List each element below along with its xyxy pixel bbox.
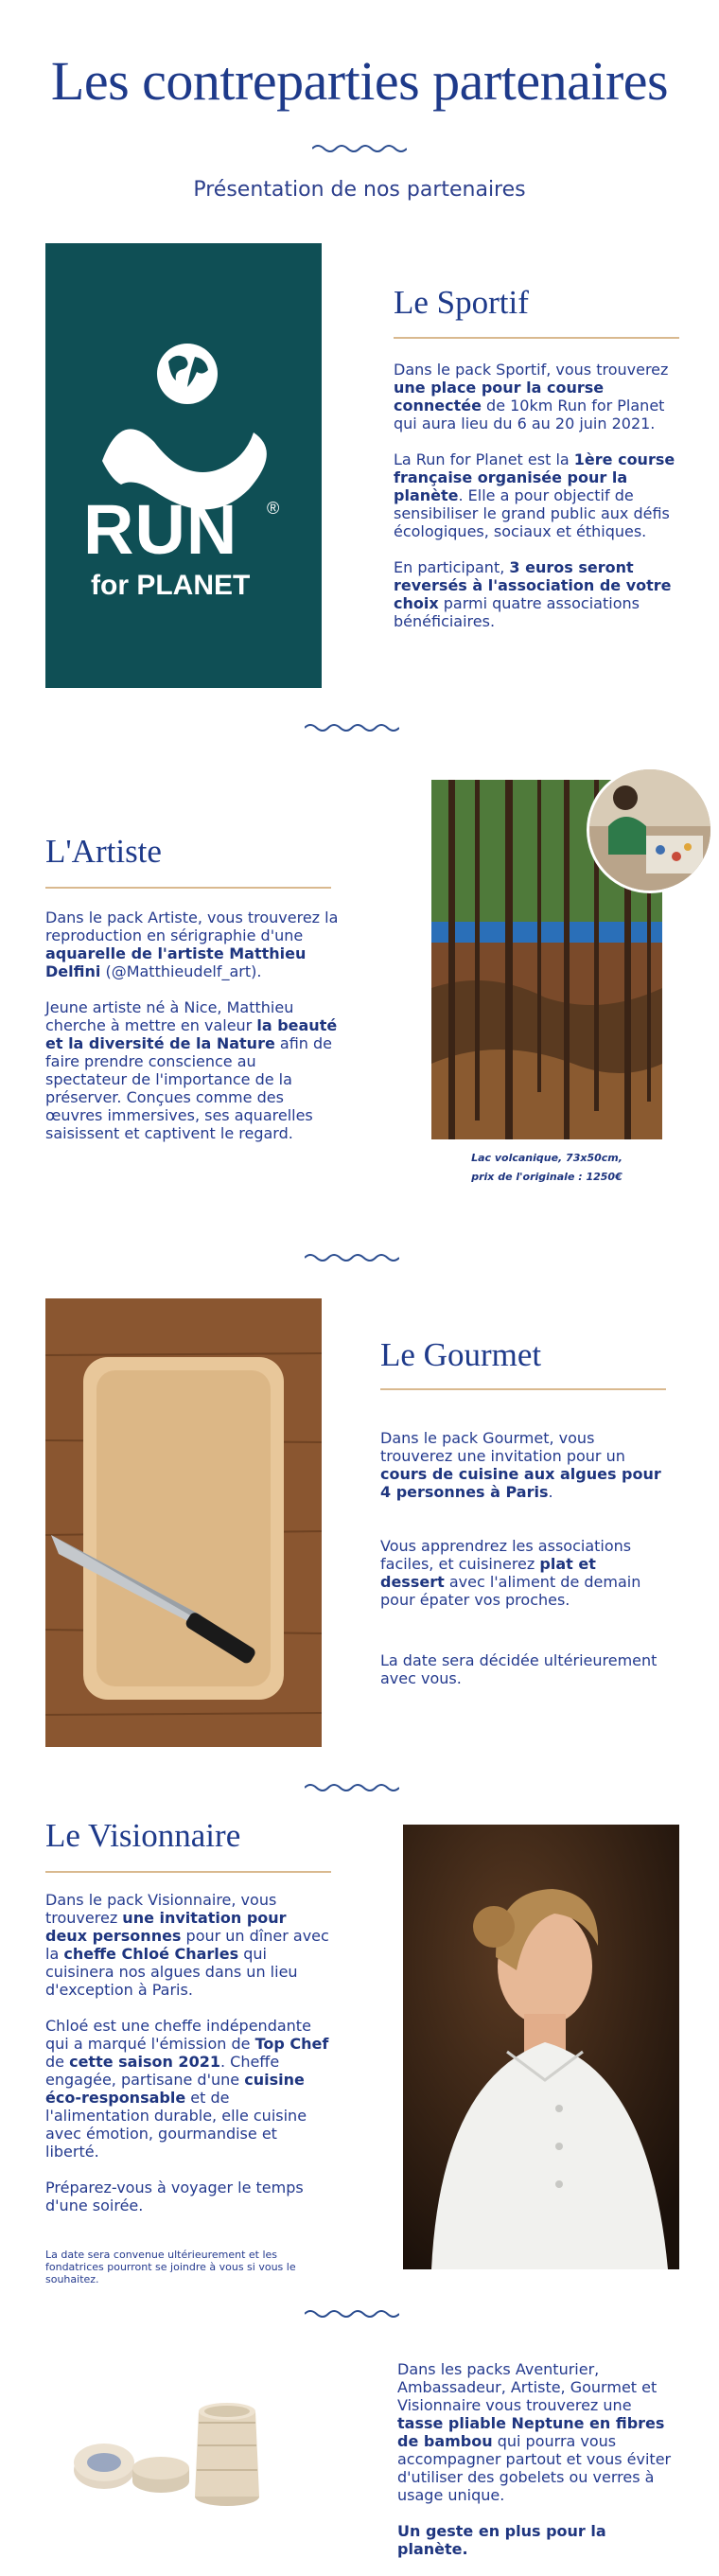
wave-divider <box>305 719 399 736</box>
tasse-text: Dans les packs Aventurier, Ambassadeur, Artiste, Gourmet et Visionnaire vous trouverez une tasse pliable Neptune en fibres de bambou qui pourra vous accompagner partout et vous éviter d'utiliser des gobelets ou verres à usage unique. Un geste en plus pour la planète. <box>397 2360 672 2558</box>
section-heading-sportif: Le Sportif <box>394 284 529 321</box>
logo-for-planet-text: for PLANET <box>91 570 251 601</box>
visionnaire-text: Dans le pack Visionnaire, vous trouverez une invitation pour deux personnes pour un dîner avec la cheffe Chloé Charles qui cuisinera nos algues dans un lieu d'exception à Paris. Chloé est une cheffe indépendante qui a marqué l'émission de Top Chef de cette saison 2021. Cheffe engagée, partisane d'une cuisine éco-responsable et de l'alimentation durable, elle cuisine avec émotion, gourmandise et liberté. Préparez-vous à voyager le temps d'une soirée. <box>45 1891 329 2214</box>
logo-registered: ® <box>267 499 280 518</box>
globe-icon <box>45 243 322 688</box>
visionnaire-note: La date sera convenue ultérieurement et les fondatrices pourront se joindre à vous si vous le souhaitez. <box>45 2249 296 2285</box>
gourmet-text: Dans le pack Gourmet, vous trouverez une invitation pour un cours de cuisine aux algues pour 4 personnes à Paris. Vous apprendrez les associations faciles, et cuisinerez plat et dessert avec l'aliment de demain pour épater vos proches. La date sera décidée ultérieurement avec vous. <box>380 1429 661 1687</box>
heading-rule <box>45 887 331 889</box>
heading-rule <box>380 1388 666 1390</box>
run-for-planet-logo <box>45 243 322 688</box>
logo-run-text: RUN <box>83 490 238 569</box>
section-heading-visionnaire: Le Visionnaire <box>45 1817 241 1854</box>
artiste-text: Dans le pack Artiste, vous trouverez la reproduction en sérigraphie d'une aquarelle de l'artiste Matthieu Delfini (@Matthieudelf_art). Jeune artiste né à Nice, Matthieu cherche à mettre en valeur la beauté et la diversité de la Nature afin de faire prendre conscience au spectateur de l'importance de la préserver. Conçues comme des œuvres immersives, ses aquarelles saisissent et captivent le regard. <box>45 909 339 1142</box>
wave-divider <box>305 2305 399 2322</box>
sportif-text: Dans le pack Sportif, vous trouverez une place pour la course connectée de 10km Run for Planet qui aura lieu du 6 au 20 juin 2021. La Run for Planet est la 1ère course française organisée pour la planète. Elle a pour objectif de sensibiliser le grand public aux défis écologiques, sociaux et éthiques. En participant, 3 euros seront reversés à l'association de votre choix parmi quatre associations bénéficiaires. <box>394 361 675 630</box>
artist-at-work-photo <box>587 767 713 893</box>
chef-portrait-photo <box>403 1825 679 2269</box>
heading-rule <box>45 1871 331 1873</box>
wave-divider <box>305 1779 399 1796</box>
page-title: Les contreparties partenaires <box>50 50 669 112</box>
page-subtitle: Présentation de nos partenaires <box>193 178 526 202</box>
painting-caption: Lac volcanique, 73x50cm, prix de l'originale : 1250€ <box>471 1152 623 1183</box>
heading-rule <box>394 337 679 339</box>
wave-divider <box>305 1249 399 1266</box>
cutting-board-knife-photo <box>45 1298 322 1747</box>
wave-divider <box>312 140 407 157</box>
section-heading-artiste: L'Artiste <box>45 833 162 870</box>
section-heading-gourmet: Le Gourmet <box>380 1336 542 1373</box>
foldable-bamboo-cup-photo <box>66 2366 293 2517</box>
